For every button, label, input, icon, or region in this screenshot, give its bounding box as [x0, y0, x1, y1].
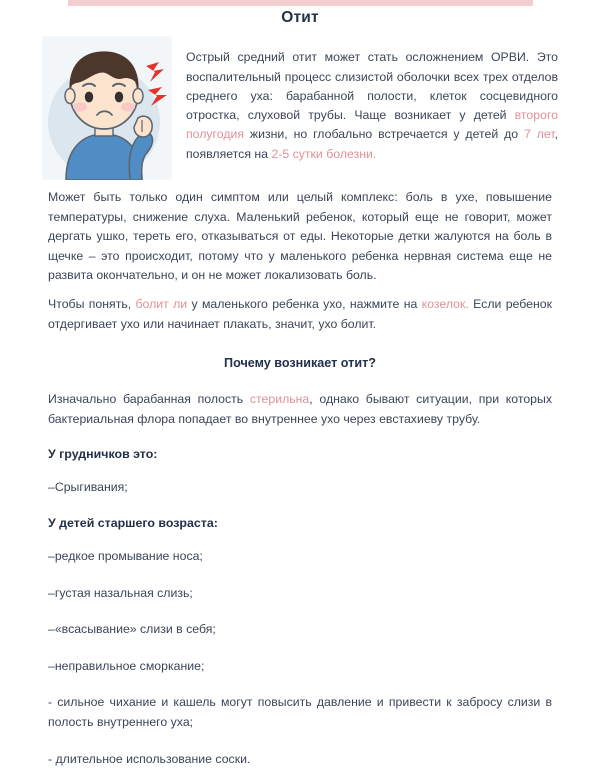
intro-segment: , появляется на [186, 127, 558, 160]
intro-accent-segment: второго полугодия [186, 108, 558, 141]
symptoms-text: Может быть только один симптом или целый комплекс: боль в ухе, повышение температуры, снижение слуха. Маленький ребенок, который еще не говорит, может дергать ушко, тереть его, отказываться от еды. Некоторые детки жалуются на боль в щечке – это происходит, потому что у маленького ребенка нервная система еще не развита окончательно, и он не может локализовать боль. [48, 190, 552, 282]
list-item: –неправильное сморкание; [48, 657, 552, 677]
symptoms-paragraph [48, 188, 552, 286]
intro-accent-segment: 2-5 сутки болезни. [271, 147, 376, 161]
intro-block [42, 36, 558, 180]
intro-accent-segment: 7 лет [524, 127, 555, 141]
tragus-segment: Чтобы понять, [48, 297, 135, 311]
intro-segment: Острый средний отит может стать осложнением ОРВИ. Это воспалительный процесс слизистой оболочки всех трех отделов среднего уха: барабанной полости, клеток сосцевидного отростка, слуховой трубы. Чаще возникает у детей [186, 50, 558, 122]
child-with-earache-illustration [42, 36, 172, 180]
tragus-segment: Если ребенок отдергивает ухо или начинает плакать, значит, ухо болит. [48, 297, 552, 331]
cause-accent-segment: стерильна [250, 392, 309, 406]
page-title: Отит [0, 9, 600, 27]
tragus-test-paragraph [48, 295, 552, 334]
cause-segment: Изначально барабанная полость [48, 392, 250, 406]
cause-segment: , однако бывают ситуации, при которых бактериальная флора попадает во внутреннее ухо через евстахиеву трубу. [48, 392, 552, 426]
tragus-segment: у маленького ребенка ухо, нажмите на [187, 297, 422, 311]
top-accent-rule [68, 0, 533, 6]
list-item: –густая назальная слизь; [48, 584, 552, 604]
tragus-accent-segment: козелок. [422, 297, 469, 311]
infants-group-heading: У грудничков это: [48, 447, 552, 461]
list-item: –«всасывание» слизи в себя; [48, 620, 552, 640]
list-item: - сильное чихание и кашель могут повысить давление и привести к забросу слизи в полость внутреннего уха; [48, 693, 552, 732]
list-item: - длительное использование соски. [48, 750, 552, 769]
article-body [48, 188, 552, 769]
intro-segment: жизни, но глобально встречается у детей до [244, 127, 524, 141]
section-heading: Почему возникает отит? [48, 356, 552, 370]
intro-paragraph [186, 48, 558, 164]
list-item: –Срыгивания; [48, 478, 552, 498]
tragus-accent-segment: болит ли [135, 297, 187, 311]
older-children-group-heading: У детей старшего возраста: [48, 516, 552, 530]
list-item: –редкое промывание носа; [48, 547, 552, 567]
cause-paragraph [48, 390, 552, 429]
